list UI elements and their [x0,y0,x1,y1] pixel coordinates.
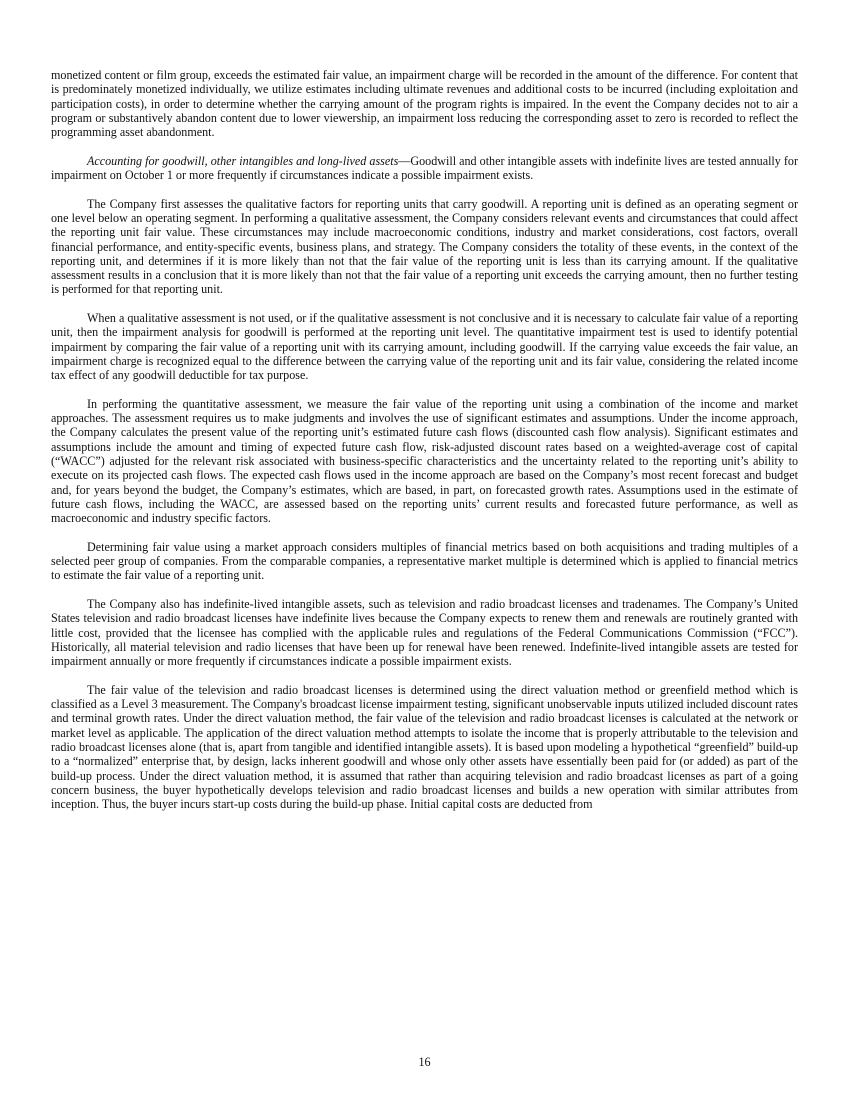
paragraph-broadcast-license-valuation: The fair value of the television and radio broadcast licenses is determined using the direct valuation method or greenfield method which is classified as a Level 3 measurement. The Company's broadcast license impairment testing, significant unobservable inputs utilized included discount rates and terminal growth rates. Under the direct valuation method, the fair value of the television and radio broadcast licenses is calculated at the network or market level as applicable. The application of the direct valuation method attempts to isolate the income that is properly attributable to the television and radio broadcast licenses alone (that is, apart from tangible and identified intangible assets). It is based upon modeling a hypothetical “greenfield” build-up to a “normalized” enterprise that, by design, lacks inherent goodwill and whose only other assets have essentially been paid for (or added) as part of the build-up process. Under the direct valuation method, it is assumed that rather than acquiring television and radio broadcast licenses as part of a going concern business, the buyer hypothetically develops television and radio broadcast licenses and builds a new operation with similar attributes from inception. Thus, the buyer incurs start-up costs during the build-up phase. Initial capital costs are deducted from [51,682,798,812]
paragraph-goodwill-text: —Goodwill and other intangible assets with indefinite lives are tested annually for impairment on October 1 or more frequently if circumstances indicate a possible impairment exists. [51,153,798,183]
paragraph-heading: Accounting for goodwill, other intangibles and long-lived assets [87,153,399,168]
paragraph-indefinite-lived-assets: The Company also has indefinite-lived intangible assets, such as television and radio broadcast licenses and tradenames. The Company’s United States television and radio broadcast licenses have indefinite lives because the Company expects to renew them and renewals are routinely granted with little cost, provided that the licensee has complied with the applicable rules and regulations of the Federal Communications Commission (“FCC”). Historically, all material television and radio licenses that have been up for renewal have been renewed. Indefinite-lived intangible assets are tested for impairment annually or more frequently if circumstances indicate a possible impairment exists. [51,596,798,669]
paragraph-content-impairment: monetized content or film group, exceeds the estimated fair value, an impairment charge will be recorded in the amount of the difference. For content that is predominately monetized individually, we utilize estimates including ultimate revenues and additional costs to be incurred (including exploitation and participation costs), in order to determine whether the carrying amount of the program rights is impaired. In the event the Company decides not to air a program or substantively abandon content due to lower viewership, an impairment loss reducing the corresponding asset to zero is recorded to reflect the programming asset abandonment. [51,68,798,140]
document-body [51,68,798,826]
paragraph-income-approach: In performing the quantitative assessment, we measure the fair value of the reporting unit using a combination of the income and market approaches. The assessment requires us to make judgments and involves the use of significant estimates and assumptions. Under the income approach, the Company calculates the present value of the reporting unit’s estimated future cash flows (discounted cash flow analysis). Significant estimates and assumptions include the amount and timing of expected future cash flow, risk-adjusted discount rates based on a weighted-average cost of capital (“WACC”) adjusted for the relevant risk associated with business-specific characteristics and the uncertainty related to the reporting unit’s ability to execute on its projected cash flows. The expected cash flows used in the income approach are based on the Company’s most recent forecast and budget and, for years beyond the budget, the Company’s estimates, which are based, in part, on forecasted growth rates. Assumptions used in the estimate of future cash flows, including the WACC, are assessed based on the reporting units’ current results and forecasted future performance, as well as macroeconomic and industry specific factors. [51,396,798,526]
paragraph-quantitative-test: When a qualitative assessment is not used, or if the qualitative assessment is not conclusive and it is necessary to calculate fair value of a reporting unit, then the impairment analysis for goodwill is performed at the reporting unit level. The quantitative impairment test is used to identify potential impairment by comparing the fair value of a reporting unit with its carrying amount, including goodwill. If the carrying value exceeds the fair value, an impairment charge is recognized equal to the difference between the carrying value of the reporting unit and its fair value, considering the related income tax effect of any goodwill deductible for tax purpose. [51,311,798,383]
paragraph-market-approach: Determining fair value using a market approach considers multiples of financial metrics based on both acquisitions and trading multiples of a selected peer group of companies. From the comparable companies, a representative market multiple is determined which is applied to financial metrics to estimate the fair value of a reporting unit. [51,539,798,583]
page-number: 16 [418,1055,431,1069]
paragraph-qualitative-assessment: The Company first assesses the qualitative factors for reporting units that carry goodwill. A reporting unit is defined as an operating segment or one level below an operating segment. In performing a qualitative assessment, the Company considers relevant events and circumstances that could affect the reporting unit fair value. These circumstances may include macroeconomic conditions, industry and market considerations, cost factors, overall financial performance, and entity-specific events, business plans, and strategy. The Company considers the totality of these events, in the context of the reporting unit, and determines if it is more likely than not that the fair value of the reporting unit is less than its carrying amount. If the qualitative assessment results in a conclusion that it is more likely than not that the fair value of a reporting unit exceeds the carrying amount, then no further testing is performed for that reporting unit. [51,196,798,297]
paragraph-goodwill-accounting [51,154,798,183]
